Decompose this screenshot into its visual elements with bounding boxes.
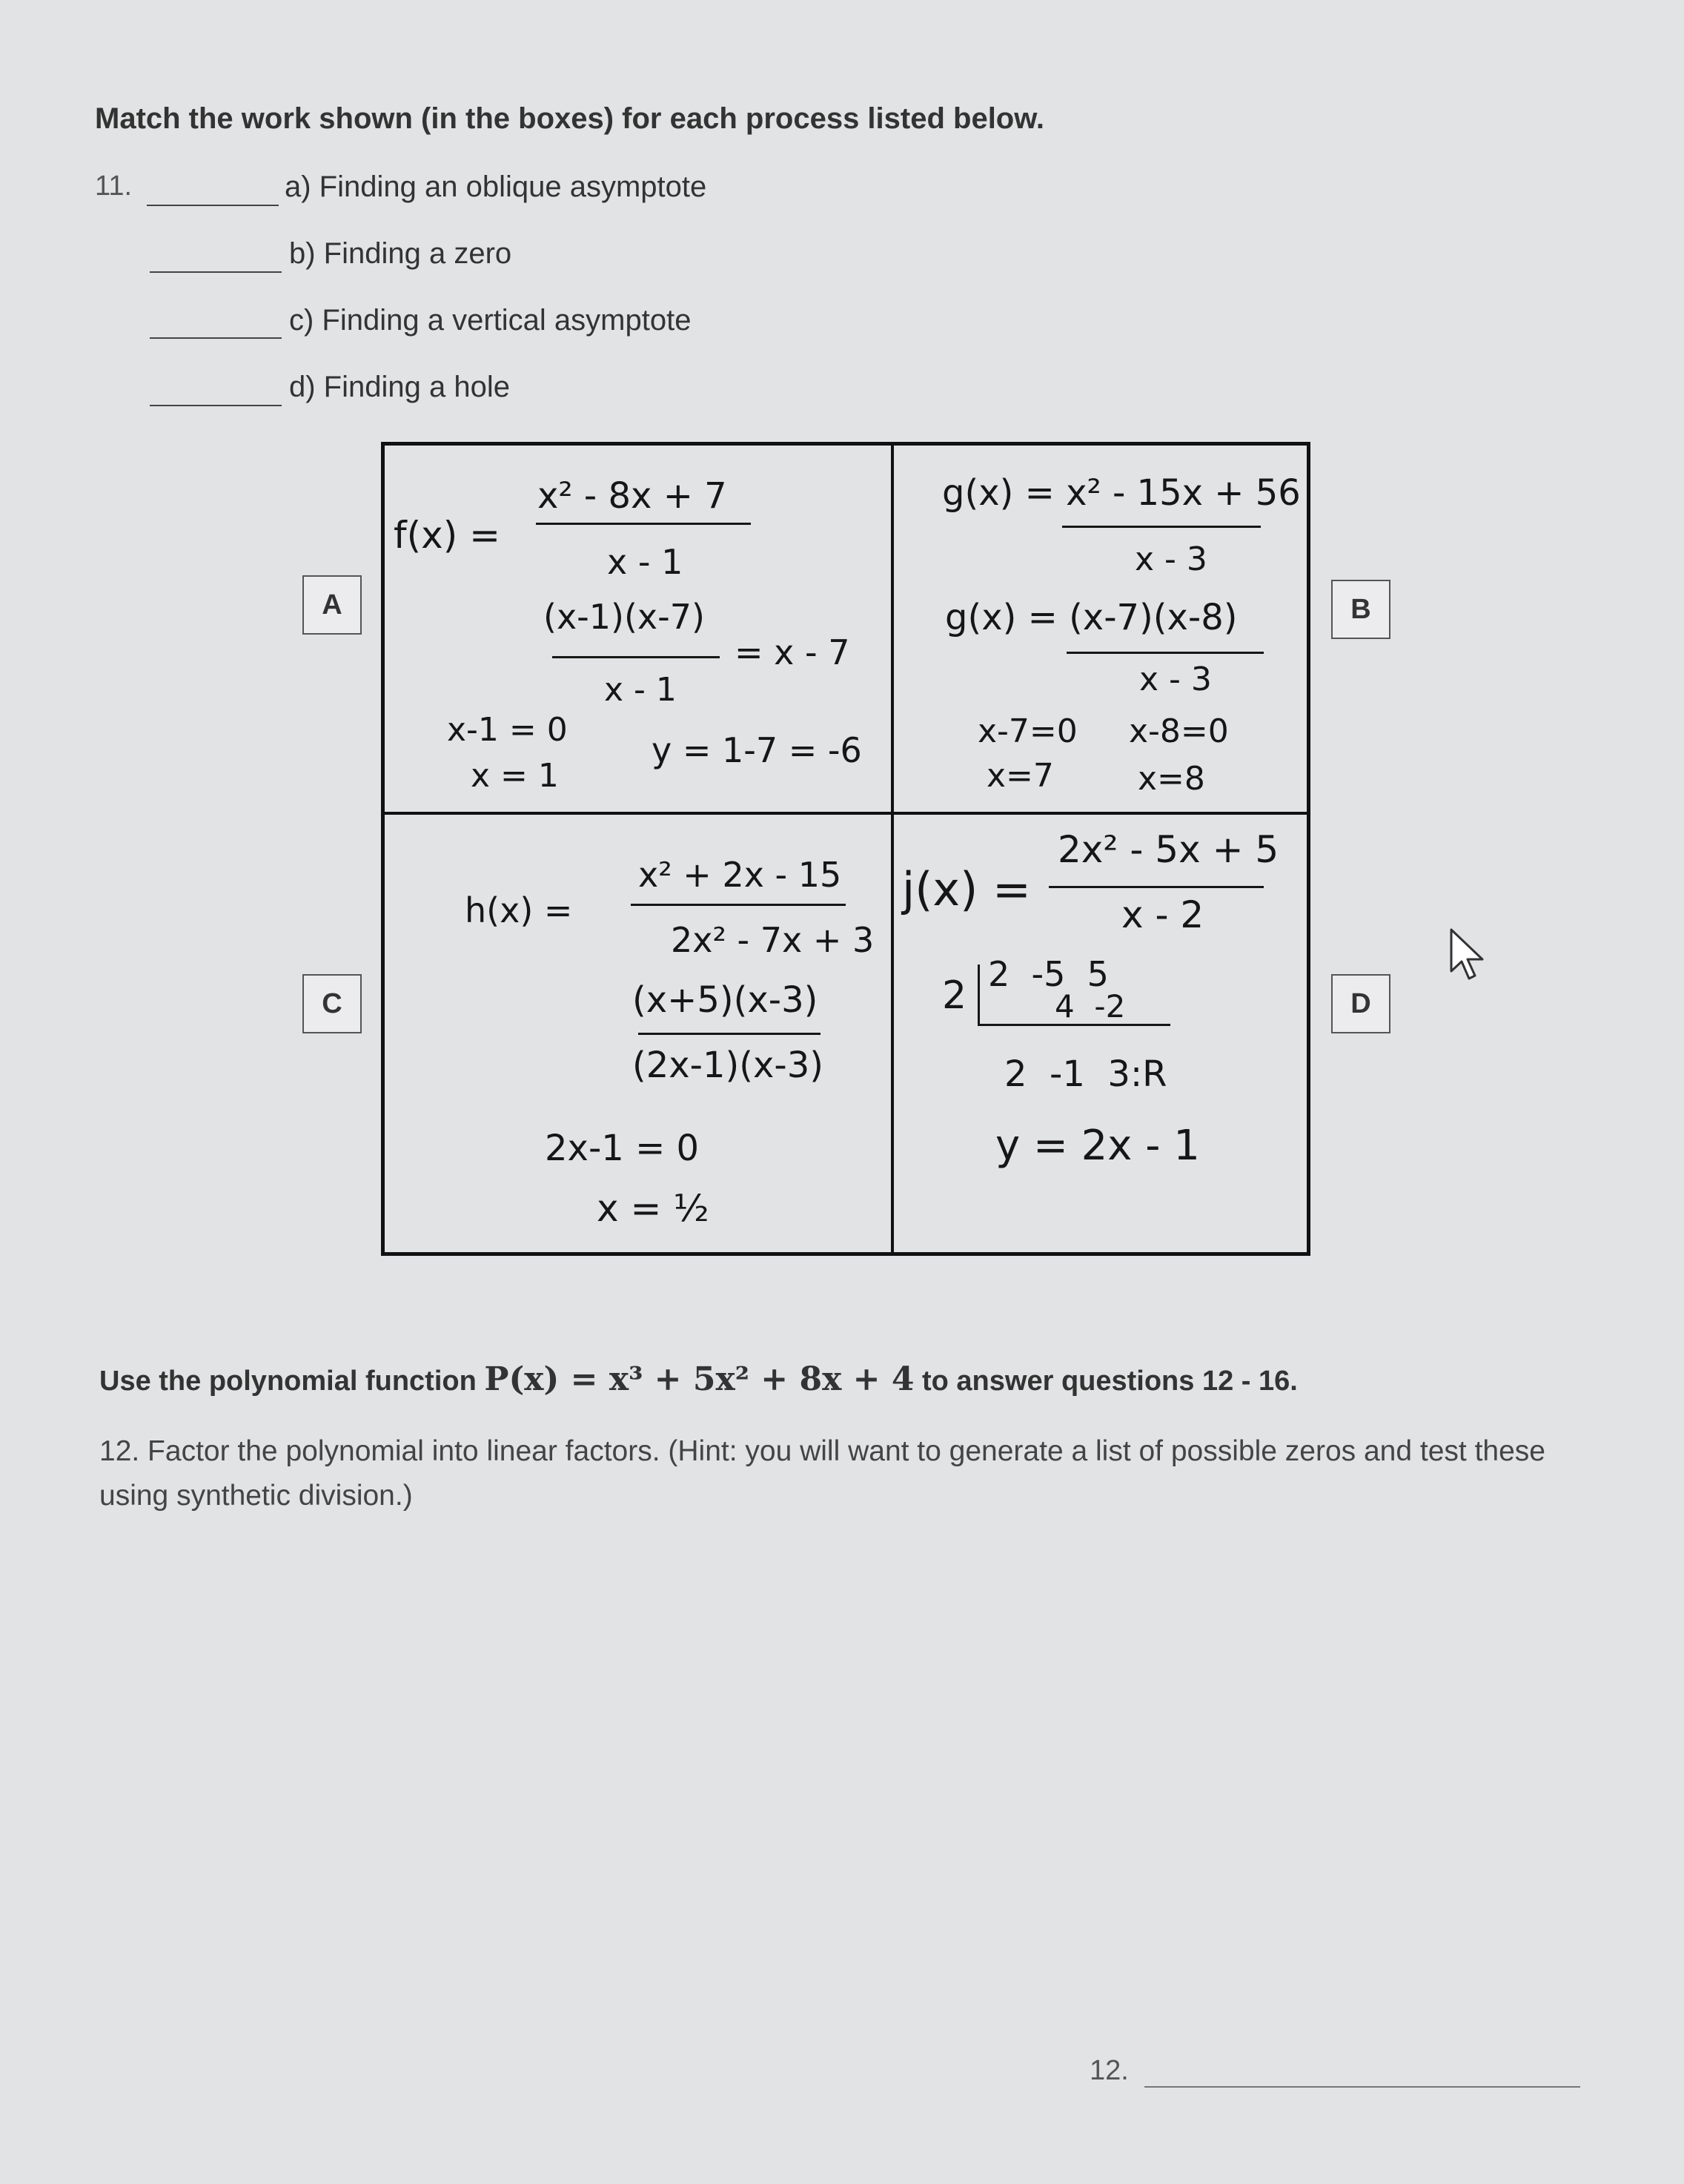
box-label-d: D	[1331, 974, 1390, 1033]
item-oblique-asymptote: a) Finding an oblique asymptote	[285, 171, 707, 203]
item-vertical-asymptote: c) Finding a vertical asymptote	[289, 304, 692, 337]
polynomial-expression: P(x) = x³ + 5x² + 8x + 4	[484, 1360, 915, 1398]
box-c-factored-bar	[638, 1033, 821, 1035]
box-b-factored-denominator: x - 3	[1139, 661, 1212, 698]
answer-blank-a[interactable]	[147, 205, 279, 206]
box-a-denominator: x - 1	[607, 542, 683, 582]
box-a-numerator: x² - 8x + 7	[537, 475, 727, 517]
instructions-heading: Match the work shown (in the boxes) for each process listed below.	[95, 102, 1044, 135]
box-a-factored-denominator: x - 1	[604, 671, 677, 709]
box-d-middle-row: 4 -2	[1055, 988, 1126, 1025]
work-grid	[381, 442, 1310, 1256]
box-a-factored-bar	[552, 656, 720, 658]
box-label-b: B	[1331, 580, 1390, 639]
box-c-fraction-bar	[631, 904, 846, 906]
box-label-a: A	[302, 575, 362, 635]
box-d-function: j(x) =	[902, 862, 1031, 916]
box-b-denominator: x - 3	[1135, 540, 1207, 578]
box-b-equation-1: x-7=0	[978, 712, 1078, 750]
box-b-equation-2: x-8=0	[1129, 712, 1229, 750]
box-a-factored-numerator: (x-1)(x-7)	[543, 597, 705, 637]
box-c-numerator: x² + 2x - 15	[638, 855, 842, 895]
answer-blank-c[interactable]	[150, 337, 282, 339]
box-d-denominator: x - 2	[1121, 893, 1204, 936]
question-number-11: 11.	[95, 171, 133, 202]
grid-divider-horizontal	[385, 812, 1307, 815]
answer-blank-b[interactable]	[150, 271, 282, 273]
box-d-result-row: 2 -1 3:R	[1004, 1053, 1167, 1095]
box-b-solution-1: x=7	[987, 757, 1054, 795]
box-c-factored-numerator: (x+5)(x-3)	[632, 979, 818, 1021]
box-b-solution-2: x=8	[1138, 760, 1205, 798]
polynomial-intro-after: to answer questions 12 - 16.	[922, 1366, 1298, 1397]
box-a-equation: x-1 = 0	[447, 711, 568, 749]
question-12-text: 12. Factor the polynomial into linear factors. (Hint: you will want to generate a list of possible zeros and test these using synthetic division.)	[99, 1435, 1545, 1512]
box-a-solution: x = 1	[471, 757, 559, 795]
grid-divider-vertical	[891, 446, 894, 1252]
box-a-y-value: y = 1-7 = -6	[652, 730, 862, 770]
item-zero: b) Finding a zero	[289, 237, 512, 270]
mouse-cursor-icon	[1448, 927, 1490, 982]
polynomial-intro-before: Use the polynomial function	[99, 1366, 477, 1397]
box-a-simplified: = x - 7	[735, 632, 850, 672]
box-d-division-bar	[978, 964, 980, 1024]
box-b-factored: g(x) = (x-7)(x-8)	[945, 597, 1238, 638]
box-b-factored-bar	[1067, 652, 1264, 654]
box-c-factored-denominator: (2x-1)(x-3)	[632, 1045, 823, 1086]
box-b-function: g(x) = x² - 15x + 56	[942, 472, 1301, 514]
answer-blank-d[interactable]	[150, 405, 282, 406]
box-b-fraction-bar	[1062, 526, 1261, 528]
box-d-fraction-bar	[1049, 886, 1264, 888]
answer-line-12[interactable]	[1144, 2086, 1580, 2088]
box-c-denominator: 2x² - 7x + 3	[671, 920, 875, 960]
box-d-numerator: 2x² - 5x + 5	[1058, 828, 1279, 871]
box-a-function: f(x) =	[394, 514, 500, 557]
box-c-function: h(x) =	[465, 890, 573, 930]
box-label-c: C	[302, 974, 362, 1033]
box-a-fraction-bar	[536, 523, 751, 525]
item-hole: d) Finding a hole	[289, 371, 510, 403]
answer-label-12: 12.	[1090, 2055, 1129, 2086]
box-d-synthetic-divisor: 2	[942, 973, 967, 1018]
box-d-asymptote: y = 2x - 1	[995, 1122, 1200, 1170]
box-c-solution: x = ½	[597, 1187, 709, 1230]
box-d-coefficients: 2 -5 5	[988, 954, 1109, 994]
polynomial-intro	[99, 1360, 1298, 1398]
box-c-equation: 2x-1 = 0	[545, 1128, 700, 1169]
